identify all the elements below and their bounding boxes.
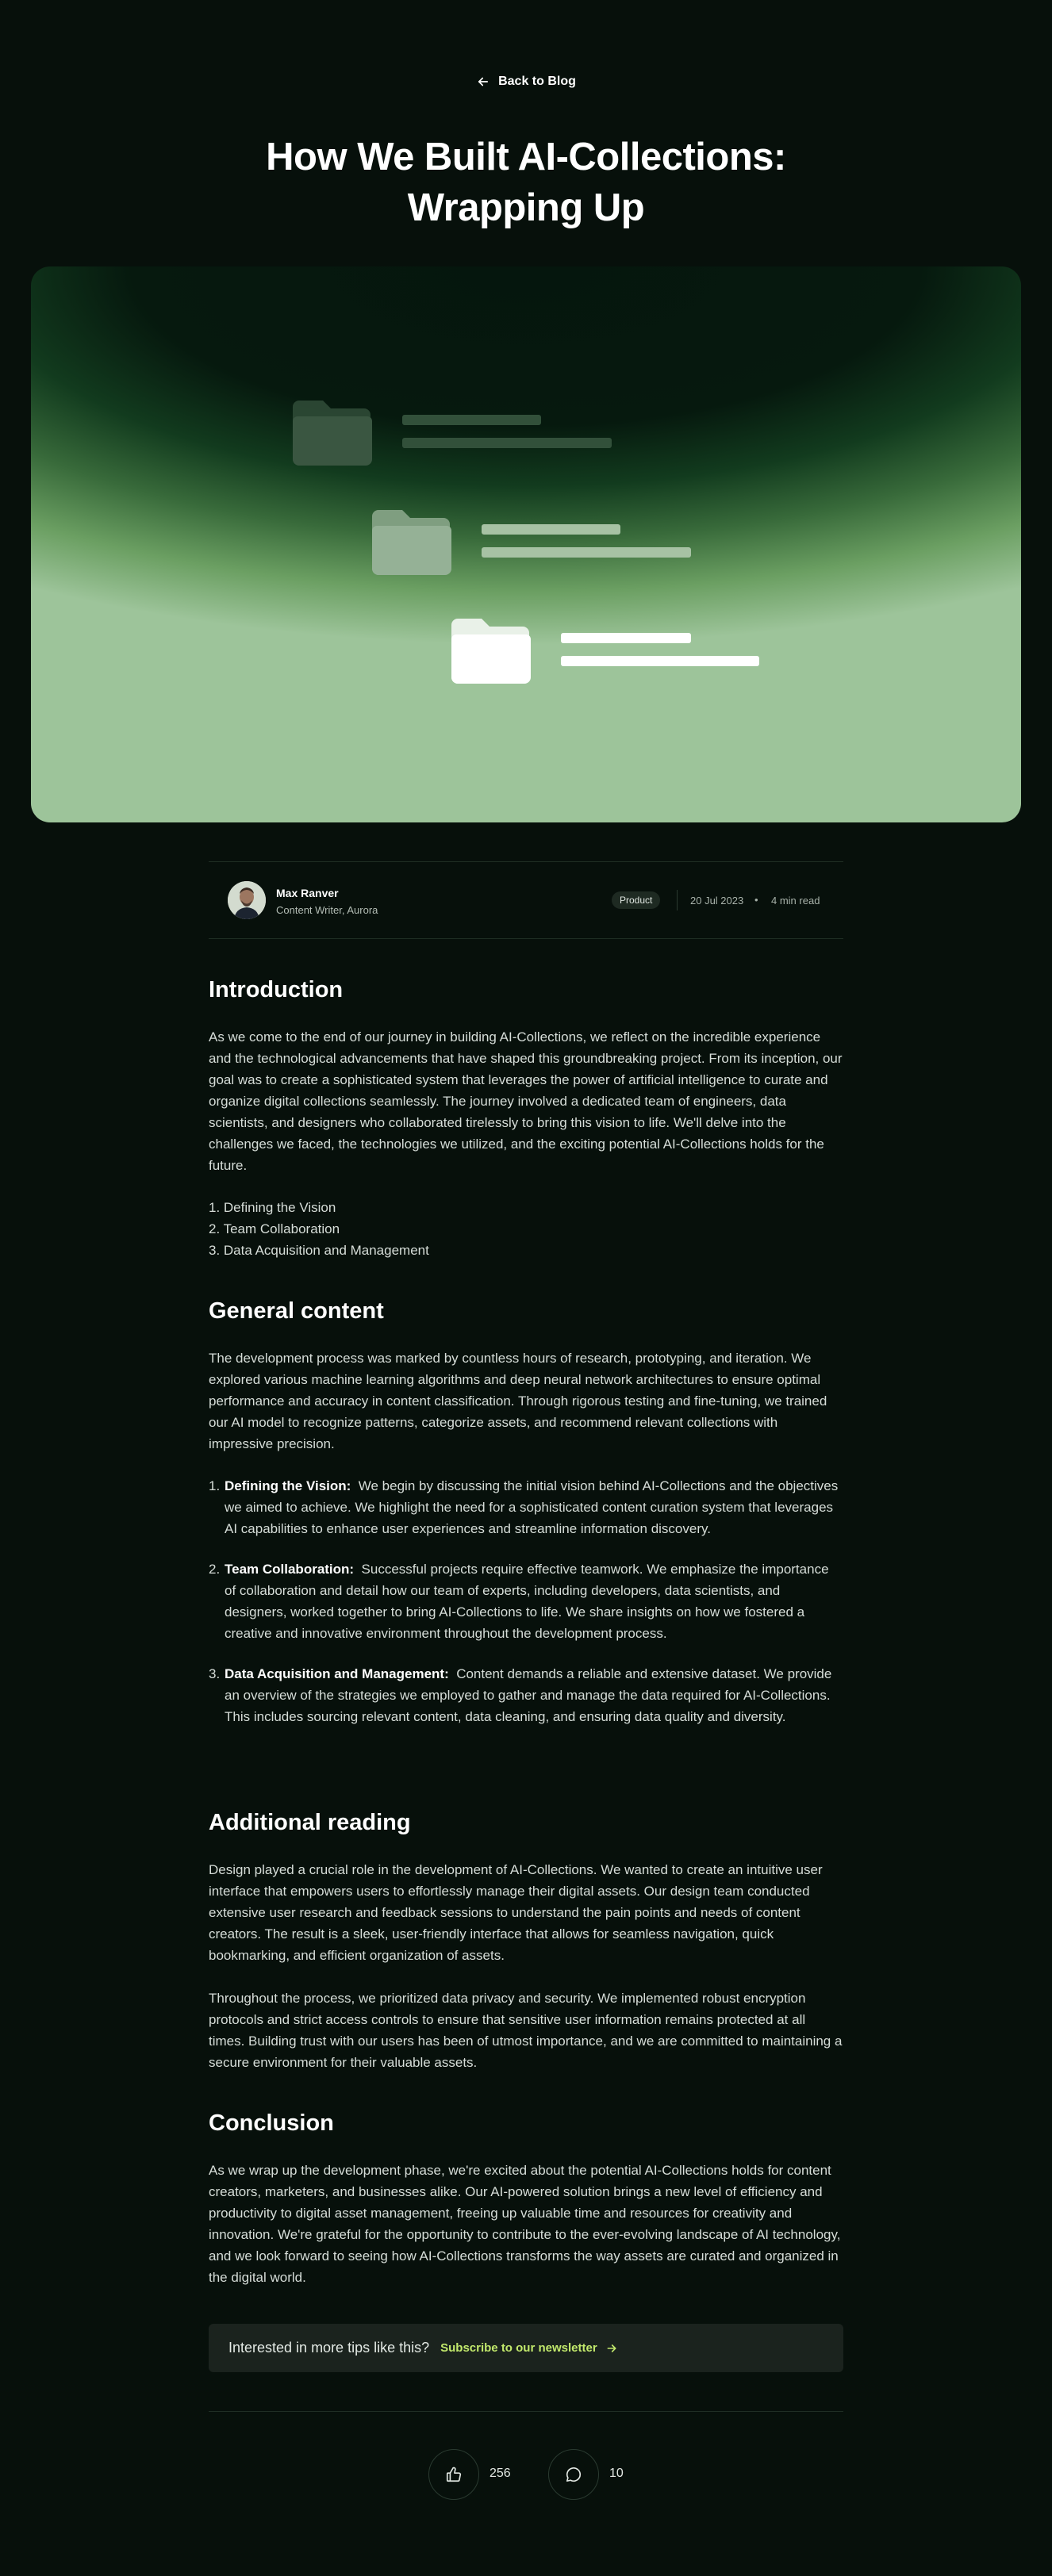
list-item: 2. Team Collaboration: [209, 1221, 340, 1236]
section-paragraph: As we wrap up the development phase, we're excited about the potential AI-Collections holds for content creators, marketers, and businesses alike. Our AI-powered solution brings a new level of efficiency and productivity to digital asset management, freeing up valuable time and resources for creativity and innovation. We're grateful for the opportunity to contribute to the ever-evolving landscape of AI technology, and we look forward to seeing how AI-Collections transforms the way assets are curated and organized in the digital world.: [209, 2163, 841, 2285]
list-item: 1. Defining the Vision: [209, 1200, 336, 1215]
section-heading: General content: [209, 1298, 384, 1324]
like-button[interactable]: [428, 2449, 479, 2500]
list-number: 2.: [209, 1562, 221, 1577]
section-introduction: [209, 974, 843, 1261]
section-heading: Additional reading: [209, 1810, 411, 1835]
title-line-1: How We Built AI-Collections:: [266, 136, 786, 178]
like-count: 256: [490, 2467, 511, 2480]
section-general-content: [209, 1295, 843, 1727]
section-conclusion: [209, 2107, 843, 2288]
back-to-blog-label: Back to Blog: [498, 75, 576, 88]
read-time: 4 min read: [771, 895, 820, 907]
list-number: 1.: [209, 1478, 221, 1493]
title-line-2: Wrapping Up: [407, 186, 645, 229]
numbered-list-item: [209, 1558, 843, 1644]
folder-icon: [372, 507, 451, 575]
section-paragraph: The development process was marked by countless hours of research, prototyping, and iteration. We explored various machine learning algorithms and deep neural network architectures to ensure optimal performance and accuracy in content classification. Through rigorous testing and fine-tuning, we trained our AI model to recognize patterns, categorize assets, and recommend relevant collections with impressive precision.: [209, 1351, 827, 1451]
section-paragraph: Design played a crucial role in the development of AI-Collections. We wanted to create an intuitive user interface that empowers users to effortlessly manage their digital assets. Our design team conducted extensive user research and feedback sessions to understand the pain points and needs of content creators. The result is a sleek, user-friendly interface that allows for seamless navigation, quick bookmarking, and efficient organization of assets.: [209, 1862, 823, 1963]
author-name[interactable]: Max Ranver: [276, 887, 339, 899]
hero-bar: [482, 524, 620, 535]
folder-icon: [293, 397, 372, 466]
meta-separator: •: [754, 894, 758, 906]
hero-folder-row-2: [372, 507, 691, 575]
section-heading: Conclusion: [209, 2110, 334, 2136]
comment-button[interactable]: [548, 2449, 599, 2500]
section-paragraph: As we come to the end of our journey in building AI-Collections, we reflect on the incredible experience and the technological advancements that have shaped this groundbreaking project. From its inception, our goal was to create a sophisticated system that leverages the power of artificial intelligence to curate and organize digital collections seamlessly. The journey involved a dedicated team of engineers, data scientists, and designers who collaborated tirelessly to bring this vision to life. We'll delve into the challenges we faced, the technologies we utilized, and the exciting potential AI-Collections holds for the future.: [209, 1029, 843, 1173]
hero-bar: [402, 438, 612, 448]
intro-list: [209, 1197, 843, 1261]
subscribe-newsletter-link[interactable]: [440, 2341, 618, 2355]
list-item-text: Successful projects require effective teamwork. We emphasize the importance of collaboration and detail how our team of experts, including developers, data scientists, and designers, worked together to bring AI-Collections to life. We share insights on how we fostered a creative and innovative environment throughout the development process.: [225, 1562, 829, 1641]
article-meta: [209, 861, 843, 939]
list-item-text: Content demands a reliable and extensive dataset. We provide an overview of the strategies we employed to gather and manage the data required for AI-Collections. This includes sourcing relevant content, data cleaning, and ensuring data quality and diversity.: [225, 1666, 832, 1724]
hero-folder-row-3: [451, 615, 759, 684]
hero-folder-row-1: [293, 397, 612, 466]
arrow-right-icon: [605, 2342, 618, 2355]
page-title: [159, 132, 893, 233]
list-item-title: Team Collaboration:: [225, 1562, 355, 1577]
comment-count: 10: [609, 2467, 624, 2480]
hero-bar: [482, 547, 691, 558]
newsletter-callout: [209, 2324, 843, 2372]
avatar: [228, 881, 266, 919]
hero-bar: [402, 415, 541, 425]
list-item-title: Data Acquisition and Management:: [225, 1666, 449, 1681]
section-paragraph: Throughout the process, we prioritized data privacy and security. We implemented robust encryption protocols and strict access controls to ensure that sensitive user information remains protected at all times. Building trust with our users has been of utmost importance, and we are committed to maintaining a secure environment for their valuable assets.: [209, 1991, 843, 2070]
comment-icon: [565, 2466, 582, 2483]
section-heading: Introduction: [209, 977, 344, 1002]
list-number: 3.: [209, 1666, 221, 1681]
section-additional-reading: [209, 1807, 843, 2073]
list-item-text: We begin by discussing the initial vision behind AI-Collections and the objectives we aimed to achieve. We highlight the need for a sophisticated content curation system that leverages AI capabilities to enhance user experiences and streamline information discovery.: [225, 1478, 839, 1536]
meta-divider: [677, 890, 678, 910]
list-item-title: Defining the Vision:: [225, 1478, 351, 1493]
folder-icon: [451, 615, 531, 684]
numbered-list-item: [209, 1475, 843, 1539]
arrow-left-icon: [476, 75, 490, 89]
thumbs-up-icon: [445, 2466, 463, 2483]
hero-image: [31, 266, 1021, 822]
numbered-list-item: [209, 1663, 843, 1727]
divider: [209, 2411, 843, 2412]
newsletter-question: Interested in more tips like this?: [228, 2340, 430, 2356]
list-item: 3. Data Acquisition and Management: [209, 1243, 429, 1258]
subscribe-label: Subscribe to our newsletter: [440, 2341, 597, 2355]
hero-bar: [561, 656, 759, 666]
category-tag[interactable]: Product: [612, 891, 660, 909]
hero-bar: [561, 633, 691, 643]
back-to-blog-link[interactable]: [0, 75, 1052, 89]
author-role: Content Writer, Aurora: [276, 904, 378, 916]
publish-date: 20 Jul 2023: [690, 895, 744, 907]
